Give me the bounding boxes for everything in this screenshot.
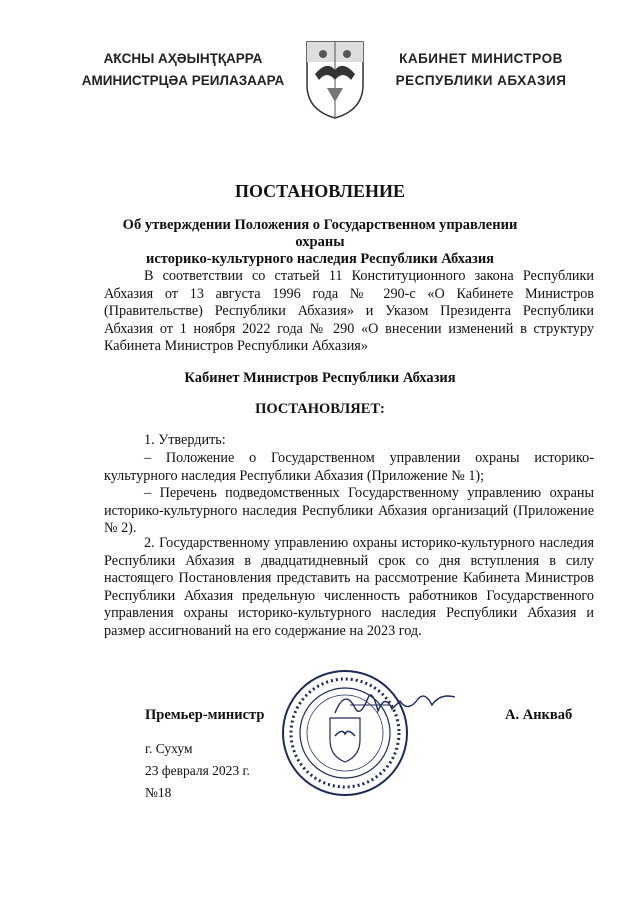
item-1-a: – Положение о Государственном управлении охраны историко-культурного наследия Республики Абхазия (Приложение № 1); xyxy=(104,450,594,484)
header-left-line1: АҞСНЫ АҲӘЫНҬҚАРРА xyxy=(103,51,263,66)
item-1-b: – Перечень подведомственных Государственному управлению охраны историко-культурного наследия Республики Абхазия организаций (Приложение № 2). xyxy=(104,485,594,536)
item-2: 2. Государственному управлению охраны историко-культурного наследия Республики Абхазия в двадцатидневный срок со дня вступления в силу настоящего Постановления представить на рассмотрение Кабинета Министров Республики Абхазия предельную численность работников Государственного управления охраны историко-культурного наследия Республики Абхазия и размер ассигнований на его содержание на 2023 год. xyxy=(104,535,594,639)
document-subtitle xyxy=(100,217,540,268)
issuing-body: Кабинет Министров Республики Абхазия xyxy=(184,370,456,386)
signatory-name: А. Анкваб xyxy=(505,707,573,723)
header-right xyxy=(386,48,576,92)
city: г. Сухум xyxy=(145,741,193,756)
header-right-line1: КАБИНЕТ МИНИСТРОВ xyxy=(399,51,563,66)
header-right-line2: РЕСПУБЛИКИ АБХАЗИЯ xyxy=(395,73,567,88)
document-title: ПОСТАНОВЛЕНИЕ xyxy=(234,181,406,201)
signatory-position: Премьер-министр xyxy=(145,707,265,723)
subtitle-line2: историко-культурного наследия Республики Абхазия xyxy=(145,251,495,267)
subtitle-line1: Об утверждении Положения о Государственном управлении охраны xyxy=(122,217,518,250)
preamble: В соответствии со статьей 11 Конституционного закона Республики Абхазия от 13 августа 1996 года № 290-с «О Кабинете Министров (Правительстве) Республики Абхазия» и Указом Президента Республики Абхазия от 1 ноября 2022 года № 290 «О внесении изменений в структуру Кабинета Министров Республики Абхазия» xyxy=(104,268,594,354)
date: 23 февраля 2023 г. xyxy=(145,763,250,778)
coat-of-arms-icon xyxy=(305,40,365,120)
header-left xyxy=(78,48,288,92)
handwritten-signature-icon xyxy=(330,683,460,723)
item-1: 1. Утвердить: xyxy=(144,432,226,448)
header-left-line2: АМИНИСТРЦӘА РЕИЛАЗААРА xyxy=(81,73,285,88)
resolves-heading: ПОСТАНОВЛЯЕТ: xyxy=(255,401,385,417)
document-number: №18 xyxy=(145,785,172,800)
